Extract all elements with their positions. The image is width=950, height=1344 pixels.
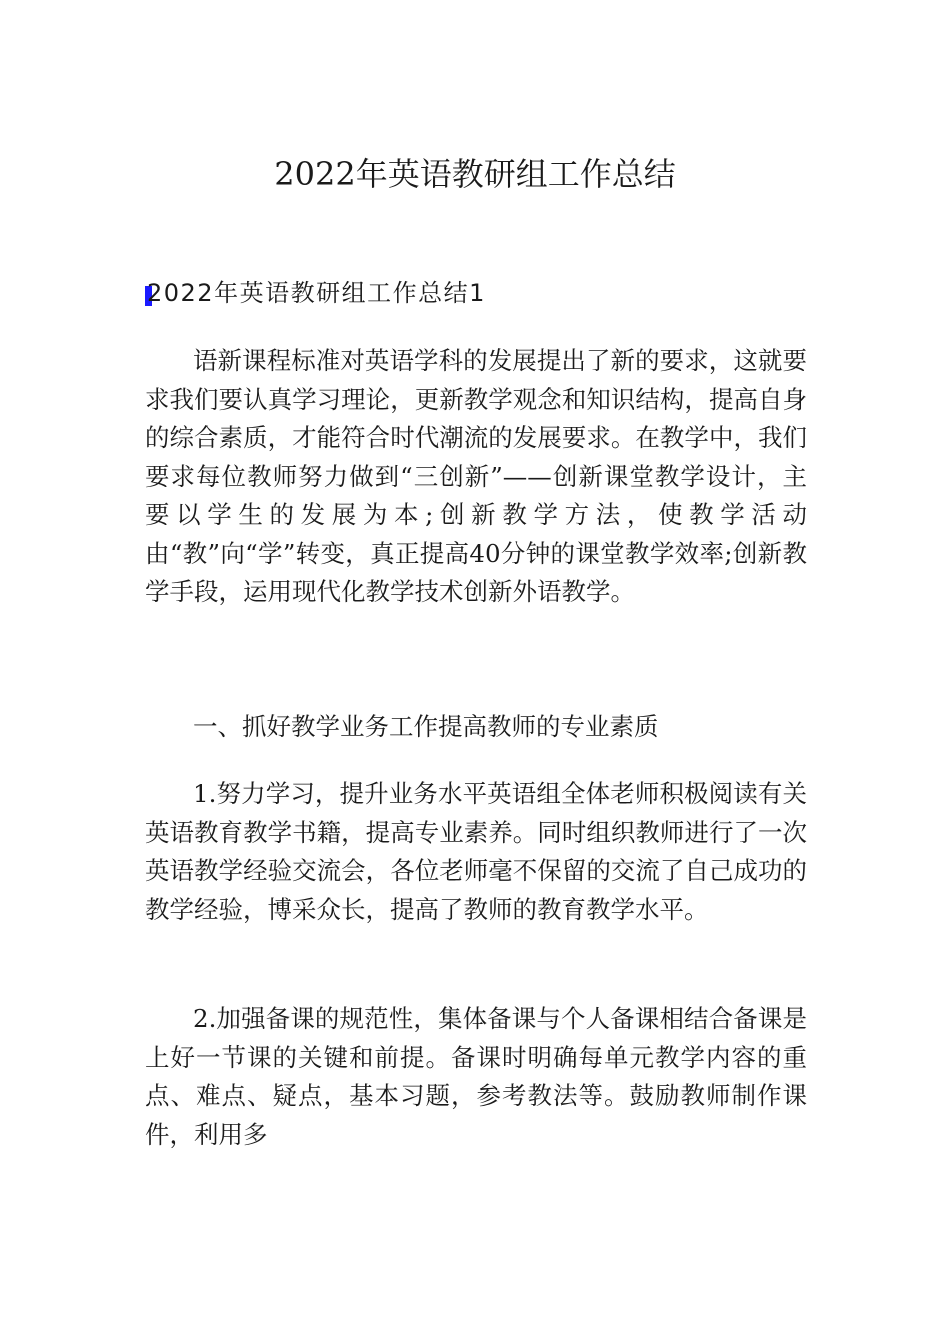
paragraph-item-two: 2.加强备课的规范性，集体备课与个人备课相结合备课是上好一节课的关键和前提。备课时明确每单元教学内容的重点、难点、疑点，基本习题，参考教法等。鼓励教师制作课件，利用多: [145, 1004, 807, 1149]
document-title: 2022年英语教研组工作总结: [274, 155, 676, 193]
paragraph-section-one-title: 一、抓好教学业务工作提高教师的专业素质: [193, 712, 659, 741]
section-heading: 2022年英语教研组工作总结1: [147, 279, 486, 307]
paragraph-item-one: 1.努力学习，提升业务水平英语组全体老师积极阅读有关英语教育教学书籍，提高专业素养。同时组织教师进行了一次英语教学经验交流会，各位老师毫不保留的交流了自己成功的教学经验，博采众长，提高了教师的教育教学水平。: [145, 779, 807, 924]
paragraph-intro: 语新课程标准对英语学科的发展提出了新的要求，这就要求我们要认真学习理论，更新教学观念和知识结构，提高自身的综合素质，才能符合时代潮流的发展要求。在教学中，我们要求每位教师努力做到“三创新”——创新课堂教学设计，主要以学生的发展为本;创新教学方法，使教学活动由“教”向“学”转变，真正提高40分钟的课堂教学效率;创新教学手段，运用现代化教学技术创新外语教学。: [145, 346, 807, 606]
